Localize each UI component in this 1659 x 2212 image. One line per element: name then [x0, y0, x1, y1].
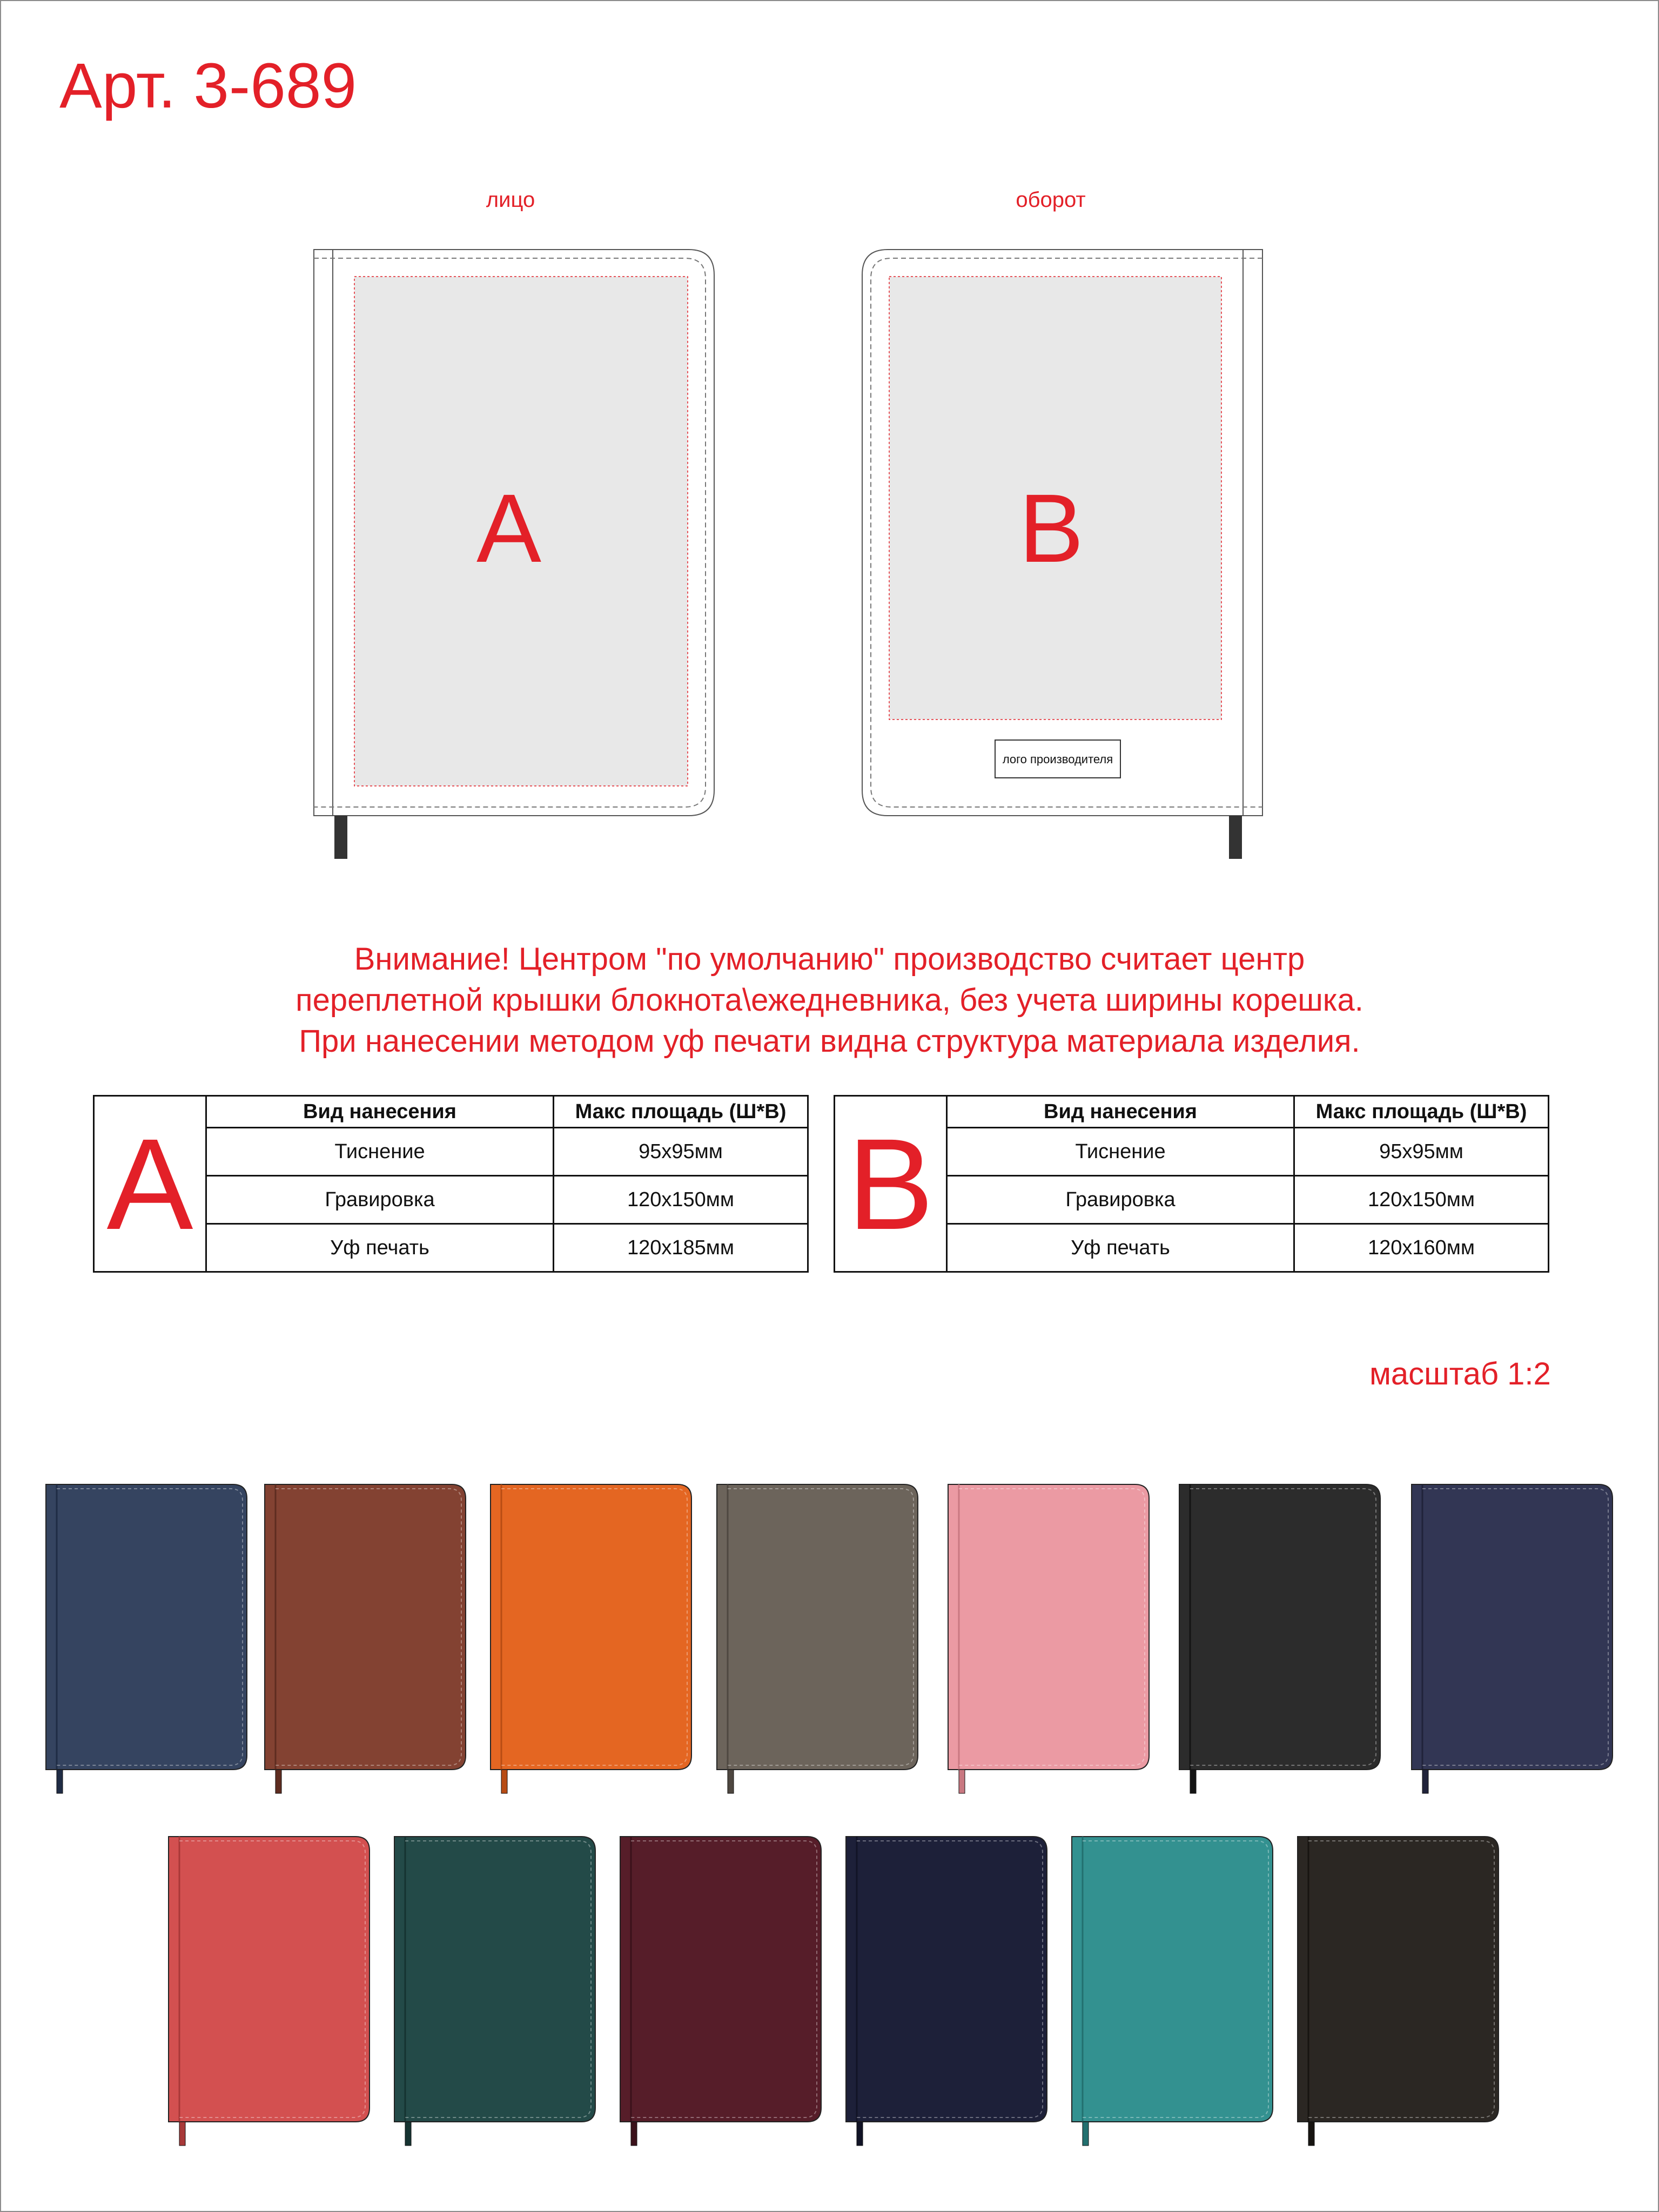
table-cell: 120x150мм	[1294, 1176, 1549, 1224]
logo-label: лого производителя	[1002, 752, 1113, 766]
table-zone-letter: A	[94, 1096, 206, 1272]
table-zone-letter: B	[835, 1096, 947, 1272]
back-view-label: оборот	[1016, 188, 1086, 212]
table-header-area: Макс площадь (Ш*В)	[554, 1096, 808, 1128]
table-cell: Уф печать	[947, 1224, 1294, 1272]
back-bookmark	[1229, 816, 1242, 859]
table-cell: Уф печать	[206, 1224, 554, 1272]
notice-line-3: При нанесении методом уф печати видна структура материала изделия.	[299, 1024, 1360, 1059]
spec-table-a	[93, 1095, 809, 1273]
table-cell: 120x160мм	[1294, 1224, 1549, 1272]
notice-line-1: Внимание! Центром "по умолчанию" производство считает центр	[354, 942, 1305, 977]
cover-diagrams	[0, 0, 1659, 918]
table-cell: 120x185мм	[554, 1224, 808, 1272]
table-cell: 120x150мм	[554, 1176, 808, 1224]
front-cover	[314, 250, 714, 859]
table-cell: Тиснение	[206, 1128, 554, 1176]
back-cover	[862, 250, 1262, 859]
back-zone-letter: B	[1018, 474, 1084, 583]
front-bookmark	[334, 816, 347, 859]
table-header-area: Макс площадь (Ш*В)	[1294, 1096, 1549, 1128]
front-view-label: лицо	[486, 188, 535, 212]
scale-label: масштаб 1:2	[1369, 1356, 1551, 1391]
table-header-method: Вид нанесения	[947, 1096, 1294, 1128]
table-header-method: Вид нанесения	[206, 1096, 554, 1128]
table-cell: Тиснение	[947, 1128, 1294, 1176]
notice-line-2: переплетной крышки блокнота\ежедневника, без учета ширины корешка.	[295, 983, 1364, 1018]
article-title: Арт. 3-689	[59, 50, 357, 122]
table-cell: 95x95мм	[554, 1128, 808, 1176]
table-cell: Гравировка	[206, 1176, 554, 1224]
table-cell: Гравировка	[947, 1176, 1294, 1224]
front-zone-letter: A	[476, 474, 542, 583]
spec-table-b	[834, 1095, 1549, 1273]
notice-block	[0, 939, 1659, 1062]
table-cell: 95x95мм	[1294, 1128, 1549, 1176]
